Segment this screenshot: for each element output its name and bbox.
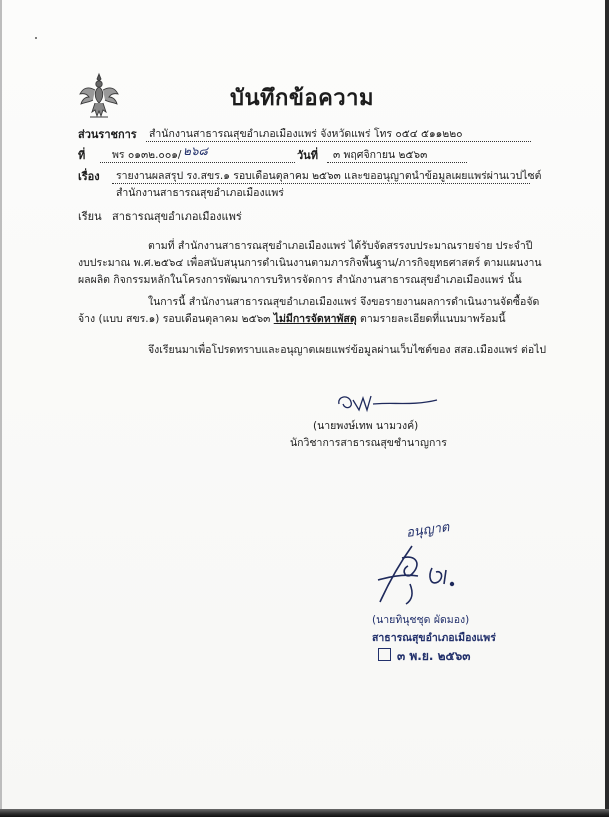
body-p3-line1: จึงเรียนมาเพื่อโปรดทราบและอนุญาตเผยแพร่ข้อมูลผ่านเว็บไซต์ของ สสอ.เมืองแพร่ ต่อไป (148, 344, 547, 356)
subject-dotted-line (112, 183, 530, 184)
body-p2-line2 (78, 313, 506, 326)
signature-2-icon (372, 540, 462, 612)
date-value: ๓ พฤศจิกายน ๒๕๖๓ (333, 149, 428, 161)
date-dotted-line (327, 162, 467, 163)
signer-1-position: นักวิชาการสาธารณสุขชำนาญการ (290, 437, 447, 449)
date-label: วันที่ (297, 149, 318, 162)
body-p2-line1: ในการนี้ สำนักงานสาธารณสุขอำเภอเมืองแพร่ จึงขอรายงานผลการดำเนินงานจัดซื้อจัด (148, 296, 540, 308)
signer-2-date-text: ๓ พ.ย. ๒๕๖๓ (397, 649, 471, 663)
subject-line-1: รายงานผลสรุป รง.สขร.๑ รอบเดือนตุลาคม ๒๕๖๓ และขออนุญาตนำข้อมูลเผยแพร่ผ่านเวปไซต์ (116, 170, 542, 182)
body-p1-line3: ผลผลิต กิจกรรมหลักในโครงการพัฒนาการบริหารจัดการ สำนักงานสาธารณสุขอำเภอเมืองแพร่ นั้น (78, 274, 522, 286)
scan-edge-left (0, 0, 2, 817)
garuda-emblem-icon (78, 72, 120, 120)
to-label: เรียน (78, 210, 102, 223)
subject-label: เรื่อง (78, 170, 100, 183)
scan-speck (35, 37, 37, 39)
agency-value: สำนักงานสาธารณสุขอำเภอเมืองแพร่ จังหวัดแพร่ โทร ๐๕๔ ๕๑๑๒๒๐ (149, 128, 463, 140)
signature-1-icon (333, 392, 443, 420)
approval-handwritten-note: อนุญาต (405, 520, 451, 541)
body-p2-emphasis: ไม่มีการจัดหาพัสดุ (273, 313, 357, 325)
body-p1-line2: งบประมาณ พ.ศ.๒๕๖๔ เพื่อสนับสนุนการดำเนินงานตามภารกิจพื้นฐาน/ภารกิจยุทธศาสตร์ ตามแผนงาน (78, 257, 542, 269)
ref-handwritten-number: ๒๖๘ (183, 144, 208, 158)
to-value: สาธารณสุขอำเภอเมืองแพร่ (112, 210, 242, 223)
body-p1-line1: ตามที่ สำนักงานสาธารณสุขอำเภอเมืองแพร่ ได้รับจัดสรรงบประมาณรายจ่าย ประจำปี (148, 240, 533, 252)
stamp-box-icon (378, 648, 391, 661)
ref-label: ที่ (78, 149, 86, 162)
ref-dotted-line (100, 162, 295, 163)
agency-dotted-line (146, 141, 531, 142)
ref-value: พร ๐๑๓๒.๐๐๑/ (112, 149, 182, 161)
signer-1-name: (นายพงษ์เทพ นามวงค์) (313, 420, 419, 432)
scan-edge-bottom (0, 809, 609, 817)
signer-2-name: (นายทินุชชุด ผัดมอง) (372, 614, 470, 626)
signer-2-date-handwritten (378, 648, 470, 663)
memo-title: บันทึกข้อความ (230, 86, 375, 111)
subject-line-2: สำนักงานสาธารณสุขอำเภอเมืองแพร่ (116, 187, 284, 199)
scan-edge-right (605, 0, 609, 817)
body-p2-text-a: จ้าง (แบบ สขร.๑) รอบเดือนตุลาคม ๒๕๖๓ (78, 313, 274, 325)
signer-2-position: สาธารณสุขอำเภอเมืองแพร่ (372, 632, 496, 644)
agency-label: ส่วนราชการ (78, 128, 137, 141)
body-p2-text-c: ตามรายละเอียดที่แนบมาพร้อมนี้ (356, 313, 506, 325)
